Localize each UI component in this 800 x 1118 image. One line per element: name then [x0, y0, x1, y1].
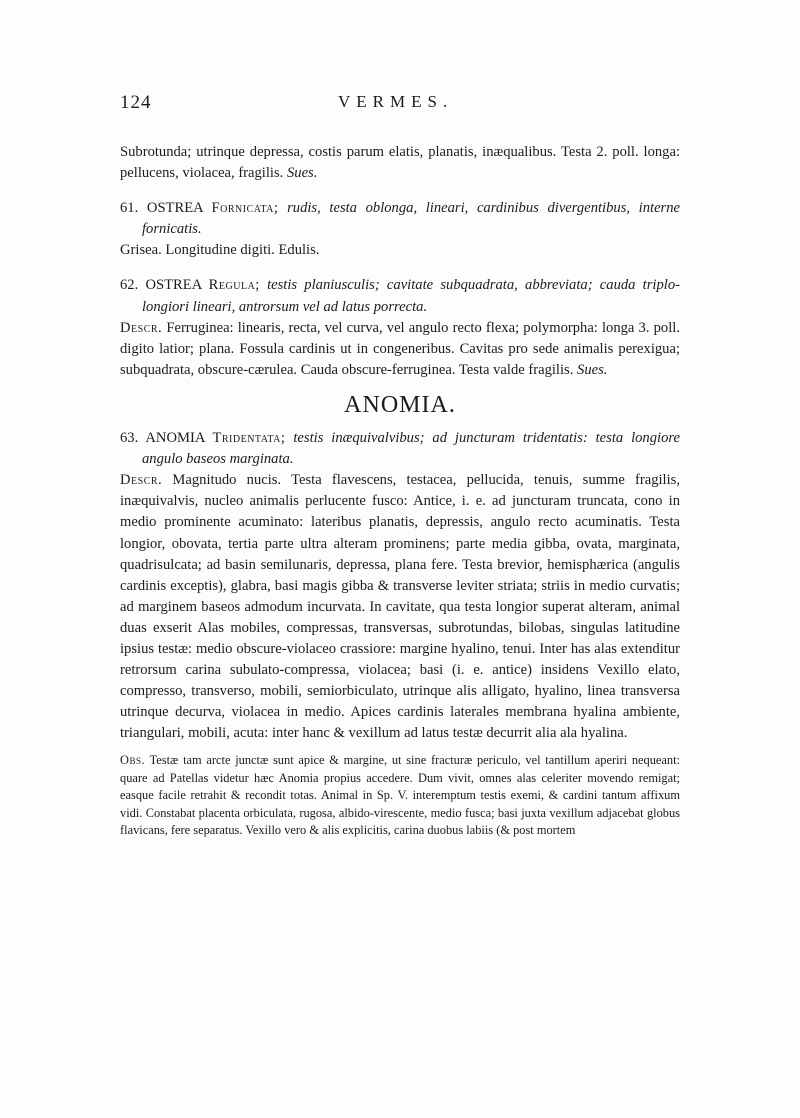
entry-number: 61. [120, 200, 139, 217]
entry-number: 62. [120, 277, 139, 294]
obs-text: Testæ tam arcte junctæ sunt apice & margine, ut sine fracturæ periculo, vel tantillum aperiri nequeant: quare ad Patellas videtur hæc Anomia propius accedere. Dum vivit, omnes alas celeriter movendo remigat; easque facile retrahit & recondit totas. Animal in Sp. V. interemptum testis exemi, & cardini tantum affixum vidi. Constabat placenta orbiculata, rugosa, albido-virescente, medio fusca; basi juxta vexillum adjacebat globus flavicans, fere separatus. Vexillo vero & alis explicitis, carina duobus labiis (& post mortem [120, 753, 681, 838]
entry-61-note [120, 240, 680, 261]
entry-63-description [120, 470, 680, 744]
running-title: VERMES. [338, 92, 454, 111]
species-diagnosis: testis inæquivalvibus; ad juncturam tridentatis: testa longiore angulo baseos marginata. [142, 430, 680, 468]
descr-text: Magnitudo nucis. Testa flavescens, testacea, pellucida, tenuis, summe fragilis, inæquivalvis, nucleo animalis perlucente fusco: Antice, i. e. ad juncturam truncata, cono in medio prominente acuminato: lateribus planatis, depressis, angulo recto acuminatis. Testa longior, obovata, tertia parte ultra alteram prominens; parte media gibba, ovata, marginata, quadrisulcata; ad basin semilunaris, depressa, plana fere. Testa brevior, hemisphærica (angulis cardinis exceptis), glabra, basi magis gibba & transverse leviter striata; striis in medio curvatis; ad marginem baseos admodum incurvata. In cavitate, qua testa longior superat alteram, animal duas exserit Alas mobiles, compressas, transversas, subrotundas, bilobas, singulas latitudine ipsius testæ: medio obscure-violaceo crassiore: margine hyalino, tenui. Inter has alas extenditur retrorsum carina subulato-compressa, violacea; basi (i. e. antice) insidens Vexillo elato, compresso, transverso, mobili, semiorbiculato, utrinque alis alligato, hyalino, linea transversa utrinque decurva, violacea in medio. Apices cardinis laterales membrana hyalina ambiente, triangulari, mobili, acuta: inter hanc & vexillum ad latus testæ decurrit alia ala hyalina. [120, 472, 680, 742]
observation-note [120, 752, 680, 839]
species-diagnosis: rudis, testa oblonga, lineari, cardinibus divergentibus, interne fornicatis. [142, 200, 681, 238]
species-name: Fornicata; [211, 200, 279, 217]
species-name: Tridentata; [212, 430, 286, 447]
descr-label: Descr. [120, 319, 163, 336]
section-heading: ANOMIA. [344, 391, 456, 418]
entry-62 [120, 275, 680, 317]
continuation-text: Subrotunda; utrinque depressa, costis parum elatis, planatis, inæqualibus. Testa 2. poll. longa: pellucens, violacea, fragilis. [120, 144, 680, 182]
source-abbrev: Sues. [577, 361, 608, 378]
body-text [120, 142, 680, 839]
entry-61 [120, 198, 680, 240]
genus-name: OSTREA [145, 277, 202, 294]
page-header [0, 92, 800, 118]
source-abbrev: Sues. [286, 165, 318, 182]
entry-number: 63. [120, 430, 139, 447]
species-diagnosis: testis planiusculis; cavitate subquadrata, abbreviata; cauda triplo-longiori lineari, antrorsum vel ad latus porrecta. [142, 277, 680, 315]
descr-label: Descr. [120, 472, 163, 489]
genus-name: ANOMIA [145, 430, 205, 447]
page-number: 124 [120, 92, 152, 113]
species-name: Regula; [208, 277, 260, 294]
note-text: Grisea. Longitudine digiti. Edulis. [120, 242, 320, 259]
genus-name: OSTREA [146, 200, 203, 217]
paragraph-continuation [120, 142, 680, 184]
entry-63 [120, 428, 680, 470]
entry-62-description [120, 318, 680, 381]
obs-label: Obs. [120, 753, 146, 768]
descr-text: Ferruginea: linearis, recta, vel curva, vel angulo recto flexa; polymorpha: longa 3. poll. digito latior; plana. Fossula cardinis ut in congeneribus. Cavitas pro sede animalis perexigua; subquadrata, obscure-cærulea. Cauda obscure-ferruginea. Testa valde fragilis. [120, 319, 680, 378]
